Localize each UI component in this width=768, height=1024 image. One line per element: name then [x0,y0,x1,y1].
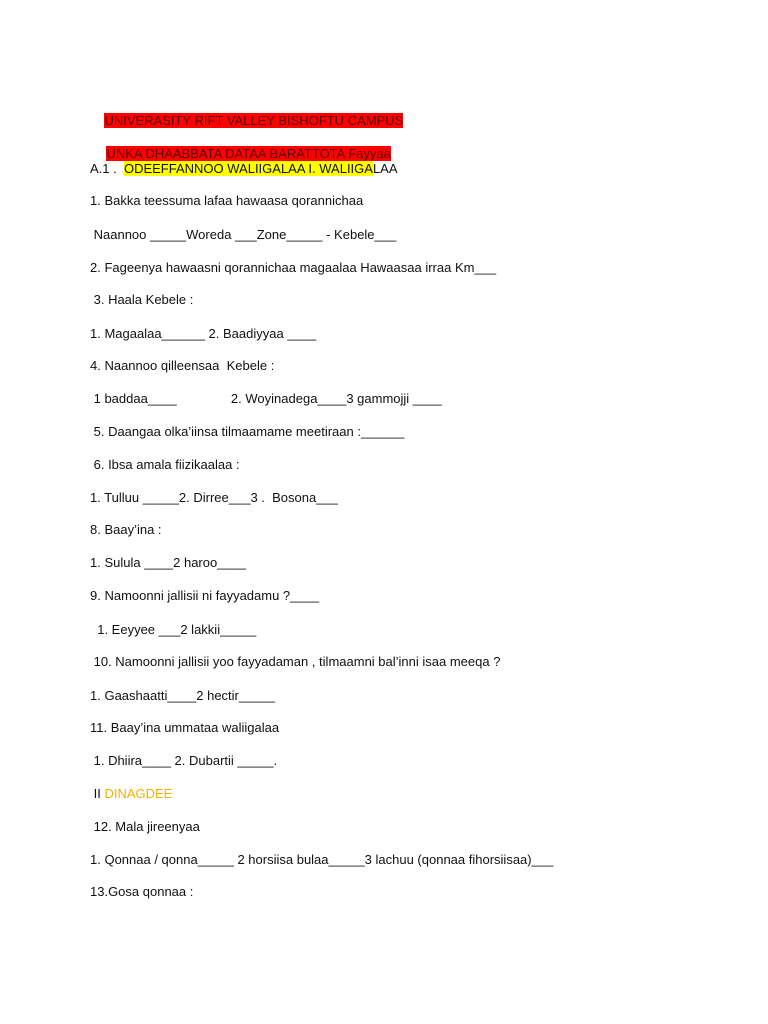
question-6: 6. Ibsa amala fiizikaalaa : [90,457,240,472]
section-ii-roman: II [90,786,105,801]
question-4-options: 1 baddaa____ 2. Woyinadega____3 gammojji ____ [90,391,442,406]
question-13: 13.Gosa qonnaa : [90,884,194,899]
section-a-suffix: LAA [372,161,398,176]
section-a-highlighted: ODEEFFANNOO WALIIGALAA I. WALIIGA [123,161,373,176]
question-12: 12. Mala jireenyaa [90,819,200,834]
question-9: 9. Namoonni jallisii ni fayyadamu ?____ [90,588,320,603]
header-line-university [90,94,404,128]
section-ii-heading [90,785,172,803]
header-line-unit [92,127,391,161]
question-9-options: 1. Eeyyee ___2 lakkii_____ [90,622,257,637]
question-10: 10. Namoonni jallisii yoo fayyadaman , tilmaamni bal’inni isaa meeqa ? [90,654,501,669]
unit-title: UNKA DHAABBATA DATAA BARATTOTA Fayyaa [106,146,391,161]
section-a-prefix: A.1 . [90,161,124,176]
question-6-options: 1. Tulluu _____2. Dirree___3 . Bosona___ [90,490,338,505]
question-12-options: 1. Qonnaa / qonna_____ 2 horsiisa bulaa_____3 lachuu (qonnaa fihorsiisaa)___ [90,852,554,867]
question-4: 4. Naannoo qilleensaa Kebele : [90,358,275,373]
question-5: 5. Daangaa olka’iinsa tilmaamame meetiraan :______ [90,424,405,439]
question-8-options: 1. Sulula ____2 haroo____ [90,555,247,570]
question-3: 3. Haala Kebele : [90,292,194,307]
question-2: 2. Fageenya hawaasni qorannichaa magaalaa Hawaasaa irraa Km___ [90,260,497,275]
section-a-heading [90,160,398,178]
question-1: 1. Bakka teessuma lafaa hawaasa qorannichaa [90,193,364,208]
question-1-fill: Naannoo _____Woreda ___Zone_____ - Kebele___ [90,227,397,242]
question-11: 11. Baay’ina ummataa waliigalaa [90,720,280,735]
question-11-options: 1. Dhiira____ 2. Dubartii _____. [90,753,278,768]
question-8: 8. Baay’ina : [90,522,162,537]
question-3-options: 1. Magaalaa______ 2. Baadiyyaa ____ [90,326,317,341]
university-title: UNIVERASITY RIFT VALLEY BISHOFTU CAMPUS [104,113,404,128]
section-ii-title: DINAGDEE [104,786,173,801]
question-10-options: 1. Gaashaatti____2 hectir_____ [90,688,276,703]
